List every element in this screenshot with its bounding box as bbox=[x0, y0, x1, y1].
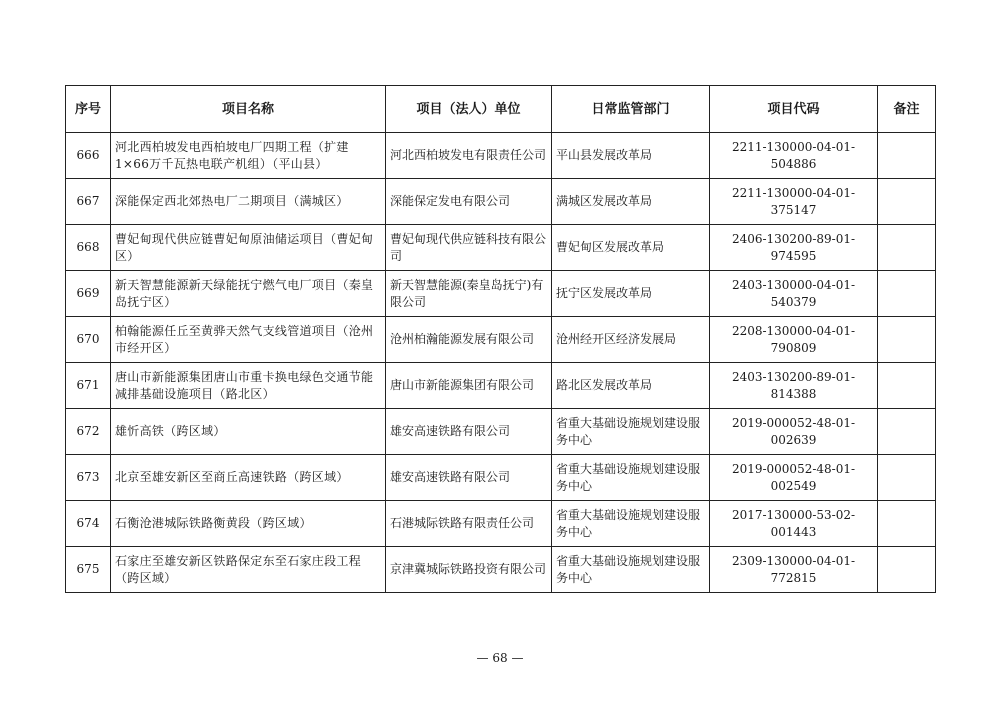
cell-dept: 满城区发展改革局 bbox=[552, 179, 710, 225]
cell-no: 673 bbox=[66, 455, 111, 501]
cell-remark bbox=[878, 271, 936, 317]
header-name: 项目名称 bbox=[111, 86, 386, 133]
table-row bbox=[66, 271, 936, 317]
cell-code: 2211-130000-04-01-504886 bbox=[710, 133, 878, 179]
cell-dept: 曹妃甸区发展改革局 bbox=[552, 225, 710, 271]
table-row bbox=[66, 547, 936, 593]
cell-project-name: 曹妃甸现代供应链曹妃甸原油储运项目（曹妃甸区） bbox=[111, 225, 386, 271]
cell-unit: 新天智慧能源(秦皇岛抚宁)有限公司 bbox=[386, 271, 552, 317]
cell-code: 2403-130000-04-01-540379 bbox=[710, 271, 878, 317]
header-dept: 日常监管部门 bbox=[552, 86, 710, 133]
page-number: — 68 — bbox=[476, 651, 524, 665]
cell-unit: 石港城际铁路有限责任公司 bbox=[386, 501, 552, 547]
table-row bbox=[66, 225, 936, 271]
cell-code: 2309-130000-04-01-772815 bbox=[710, 547, 878, 593]
cell-dept: 省重大基础设施规划建设服务中心 bbox=[552, 455, 710, 501]
cell-project-name: 河北西柏坡发电西柏坡电厂四期工程（扩建1×66万千瓦热电联产机组）（平山县） bbox=[111, 133, 386, 179]
cell-no: 671 bbox=[66, 363, 111, 409]
cell-remark bbox=[878, 455, 936, 501]
cell-code: 2019-000052-48-01-002639 bbox=[710, 409, 878, 455]
table-header bbox=[66, 86, 936, 133]
table-row bbox=[66, 317, 936, 363]
cell-no: 669 bbox=[66, 271, 111, 317]
table-row bbox=[66, 455, 936, 501]
cell-dept: 省重大基础设施规划建设服务中心 bbox=[552, 409, 710, 455]
cell-unit: 沧州柏瀚能源发展有限公司 bbox=[386, 317, 552, 363]
table-row bbox=[66, 133, 936, 179]
header-row bbox=[66, 86, 936, 133]
cell-unit: 雄安高速铁路有限公司 bbox=[386, 455, 552, 501]
cell-code: 2406-130200-89-01-974595 bbox=[710, 225, 878, 271]
cell-remark bbox=[878, 547, 936, 593]
cell-no: 670 bbox=[66, 317, 111, 363]
cell-no: 666 bbox=[66, 133, 111, 179]
cell-code: 2403-130200-89-01-814388 bbox=[710, 363, 878, 409]
cell-code: 2208-130000-04-01-790809 bbox=[710, 317, 878, 363]
cell-no: 675 bbox=[66, 547, 111, 593]
cell-dept: 省重大基础设施规划建设服务中心 bbox=[552, 547, 710, 593]
cell-remark bbox=[878, 225, 936, 271]
table-row bbox=[66, 501, 936, 547]
cell-unit: 唐山市新能源集团有限公司 bbox=[386, 363, 552, 409]
cell-dept: 路北区发展改革局 bbox=[552, 363, 710, 409]
project-table bbox=[65, 85, 936, 593]
cell-remark bbox=[878, 317, 936, 363]
table-body bbox=[66, 133, 936, 593]
cell-dept: 平山县发展改革局 bbox=[552, 133, 710, 179]
cell-project-name: 新天智慧能源新天绿能抚宁燃气电厂项目（秦皇岛抚宁区） bbox=[111, 271, 386, 317]
cell-project-name: 深能保定西北郊热电厂二期项目（满城区） bbox=[111, 179, 386, 225]
cell-no: 667 bbox=[66, 179, 111, 225]
cell-code: 2017-130000-53-02-001443 bbox=[710, 501, 878, 547]
table-row bbox=[66, 409, 936, 455]
cell-remark bbox=[878, 409, 936, 455]
table-row bbox=[66, 363, 936, 409]
cell-project-name: 石家庄至雄安新区铁路保定东至石家庄段工程（跨区域） bbox=[111, 547, 386, 593]
cell-unit: 曹妃甸现代供应链科技有限公司 bbox=[386, 225, 552, 271]
cell-no: 668 bbox=[66, 225, 111, 271]
cell-dept: 沧州经开区经济发展局 bbox=[552, 317, 710, 363]
cell-dept: 抚宁区发展改革局 bbox=[552, 271, 710, 317]
cell-project-name: 北京至雄安新区至商丘高速铁路（跨区域） bbox=[111, 455, 386, 501]
cell-code: 2211-130000-04-01-375147 bbox=[710, 179, 878, 225]
cell-remark bbox=[878, 501, 936, 547]
cell-no: 672 bbox=[66, 409, 111, 455]
cell-remark bbox=[878, 133, 936, 179]
cell-remark bbox=[878, 363, 936, 409]
cell-unit: 雄安高速铁路有限公司 bbox=[386, 409, 552, 455]
header-code: 项目代码 bbox=[710, 86, 878, 133]
cell-unit: 京津冀城际铁路投资有限公司 bbox=[386, 547, 552, 593]
cell-project-name: 雄忻高铁（跨区域） bbox=[111, 409, 386, 455]
cell-project-name: 石衡沧港城际铁路衡黄段（跨区域） bbox=[111, 501, 386, 547]
cell-dept: 省重大基础设施规划建设服务中心 bbox=[552, 501, 710, 547]
cell-code: 2019-000052-48-01-002549 bbox=[710, 455, 878, 501]
cell-unit: 河北西柏坡发电有限责任公司 bbox=[386, 133, 552, 179]
header-no: 序号 bbox=[66, 86, 111, 133]
cell-remark bbox=[878, 179, 936, 225]
cell-project-name: 柏翰能源任丘至黄骅天然气支线管道项目（沧州市经开区） bbox=[111, 317, 386, 363]
cell-no: 674 bbox=[66, 501, 111, 547]
table-row bbox=[66, 179, 936, 225]
header-remark: 备注 bbox=[878, 86, 936, 133]
cell-project-name: 唐山市新能源集团唐山市重卡换电绿色交通节能减排基础设施项目（路北区） bbox=[111, 363, 386, 409]
header-unit: 项目（法人）单位 bbox=[386, 86, 552, 133]
cell-unit: 深能保定发电有限公司 bbox=[386, 179, 552, 225]
